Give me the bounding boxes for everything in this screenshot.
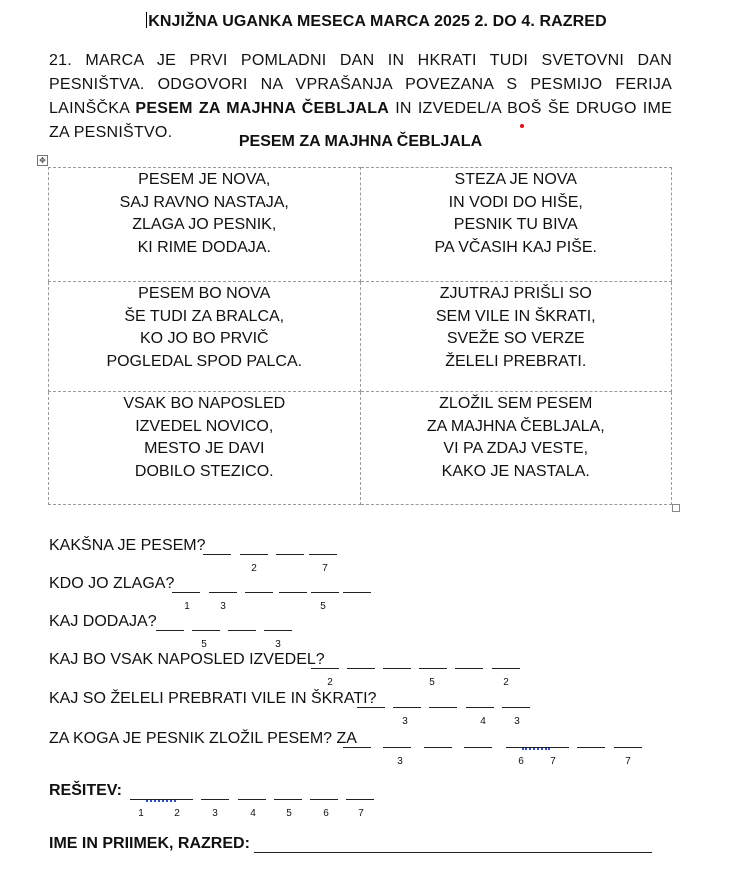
- question-text: KAJ SO ŽELELI PREBRATI VILE IN ŠKRATI?: [49, 690, 377, 707]
- answer-blank[interactable]: [464, 747, 492, 748]
- verse-line: IN VODI DO HIŠE,: [448, 193, 583, 211]
- letter-index: 2: [327, 677, 333, 688]
- answer-blank[interactable]: [192, 630, 220, 631]
- poem-title: PESEM ZA MAJHNA ČEBLJALA: [238, 133, 483, 150]
- verse-line: KAKO JE NASTALA.: [441, 462, 590, 480]
- letter-index: 7: [625, 756, 631, 767]
- verse-line: PESEM BO NOVA: [138, 285, 271, 302]
- letter-index: 3: [402, 716, 408, 727]
- solution-blank[interactable]: [310, 799, 338, 800]
- letter-index: 2: [503, 677, 509, 688]
- verse-line: ŠE TUDI ZA BRALCA,: [124, 307, 285, 325]
- intro-paragraph: [49, 49, 672, 145]
- answer-blank[interactable]: [279, 592, 307, 593]
- verse-line: ZJUTRAJ PRIŠLI SO: [439, 285, 592, 302]
- verse-line: SAJ RAVNO NASTAJA,: [119, 193, 289, 211]
- intro-text-1: 21. MARCA JE PRVI POMLADNI DAN IN HKRATI TUDI SVETOVNI DAN PESNIŠTVA. ODGOVORI NA VPRAŠANJA POVEZANA S PESMIJO FERIJA LAINŠČKA: [49, 52, 672, 117]
- answer-blank[interactable]: [492, 668, 520, 669]
- answer-blank[interactable]: [393, 707, 421, 708]
- answer-blank[interactable]: [343, 747, 371, 748]
- solution-index: 3: [212, 808, 218, 819]
- stanza-cell: [49, 392, 361, 505]
- answer-blank[interactable]: [172, 592, 200, 593]
- letter-index: 3: [514, 716, 520, 727]
- answer-blank[interactable]: [383, 668, 411, 669]
- verse-line: IZVEDEL NOVICO,: [135, 417, 274, 435]
- answer-blank[interactable]: [209, 592, 237, 593]
- letter-index: 5: [201, 639, 207, 650]
- name-label: IME IN PRIIMEK, RAZRED:: [49, 835, 250, 852]
- spellcheck-underline: [522, 745, 550, 750]
- red-marker-dot: [520, 124, 524, 128]
- spellcheck-underline: [146, 797, 176, 802]
- solution-index: 1: [138, 808, 144, 819]
- question-text: KAJ DODAJA?: [49, 613, 157, 630]
- verse-line: ZLOŽIL SEM PESEM: [439, 395, 593, 412]
- letter-index: 5: [320, 601, 326, 612]
- solution-blank[interactable]: [346, 799, 374, 800]
- question-text: KDO JO ZLAGA?: [49, 575, 175, 592]
- letter-index: 2: [251, 563, 257, 574]
- verse-line: KI RIME DODAJA.: [137, 238, 271, 256]
- letter-index: 3: [275, 639, 281, 650]
- verse-line: VI PA ZDAJ VESTE,: [443, 440, 589, 457]
- verse-line: STEZA JE NOVA: [454, 171, 577, 188]
- name-input-line[interactable]: [254, 852, 652, 853]
- letter-index: 3: [220, 601, 226, 612]
- solution-index: 2: [174, 808, 180, 819]
- letter-index: 6: [518, 756, 524, 767]
- table-move-handle-icon[interactable]: ✥: [37, 155, 48, 166]
- answer-blank[interactable]: [343, 592, 371, 593]
- verse-line: PA VČASIH KAJ PIŠE.: [434, 238, 597, 256]
- title-text: KNJIŽNA UGANKA MESECA MARCA 2025 2. DO 4. RAZRED: [148, 13, 607, 30]
- answer-blank[interactable]: [311, 592, 339, 593]
- verse-line: MESTO JE DAVI: [144, 440, 265, 457]
- answer-blank[interactable]: [577, 747, 605, 748]
- solution-label: REŠITEV:: [49, 782, 122, 799]
- answer-blank[interactable]: [419, 668, 447, 669]
- verse-line: POGLEDAL SPOD PALCA.: [106, 352, 303, 370]
- answer-blank[interactable]: [203, 554, 231, 555]
- verse-line: SEM VILE IN ŠKRATI,: [435, 307, 596, 325]
- intro-poem-title: PESEM ZA MAJHNA ČEBLJALA: [135, 100, 390, 117]
- solution-blank[interactable]: [201, 799, 229, 800]
- verse-line: ŽELELI PREBRATI.: [445, 352, 587, 370]
- answer-blank[interactable]: [347, 668, 375, 669]
- verse-line: SVEŽE SO VERZE: [446, 330, 585, 347]
- answer-blank[interactable]: [276, 554, 304, 555]
- answer-blank[interactable]: [466, 707, 494, 708]
- letter-index: 3: [397, 756, 403, 767]
- answer-blank[interactable]: [240, 554, 268, 555]
- letter-index: 4: [480, 716, 486, 727]
- question-text: KAJ BO VSAK NAPOSLED IZVEDEL?: [49, 651, 325, 668]
- stanza-cell: [49, 282, 361, 392]
- solution-blank[interactable]: [274, 799, 302, 800]
- verse-line: ZA MAJHNA ČEBLJALA,: [426, 417, 605, 435]
- answer-blank[interactable]: [245, 592, 273, 593]
- answer-blank[interactable]: [264, 630, 292, 631]
- answer-blank[interactable]: [156, 630, 184, 631]
- answer-blank[interactable]: [309, 554, 337, 555]
- stanza-cell: [360, 392, 672, 505]
- answer-blank[interactable]: [502, 707, 530, 708]
- solution-index: 6: [323, 808, 329, 819]
- answer-blank[interactable]: [311, 668, 339, 669]
- answer-blank[interactable]: [357, 707, 385, 708]
- stanza-cell: [360, 282, 672, 392]
- answer-blank[interactable]: [228, 630, 256, 631]
- verse-line: ZLAGA JO PESNIK,: [132, 216, 277, 233]
- answer-blank[interactable]: [455, 668, 483, 669]
- letter-index: 1: [184, 601, 190, 612]
- stanza-cell: [360, 168, 672, 282]
- stanza-cell: [49, 168, 361, 282]
- solution-index: 5: [286, 808, 292, 819]
- solution-index: 7: [358, 808, 364, 819]
- table-resize-handle[interactable]: [672, 504, 680, 512]
- answer-blank[interactable]: [429, 707, 457, 708]
- verse-line: PESNIK TU BIVA: [453, 216, 578, 233]
- verse-line: DOBILO STEZICO.: [134, 462, 274, 480]
- solution-blank[interactable]: [238, 799, 266, 800]
- question-text: ZA KOGA JE PESNIK ZLOŽIL PESEM? ZA: [49, 730, 357, 747]
- answer-blank[interactable]: [424, 747, 452, 748]
- answer-blank[interactable]: [383, 747, 411, 748]
- intro-text-2: IN IZVEDEL/A BOŠ ŠE DRUGO IME ZA PESNIŠTVO.: [49, 100, 672, 141]
- letter-index: 5: [429, 677, 435, 688]
- letter-index: 7: [322, 563, 328, 574]
- letter-index: 7: [550, 756, 556, 767]
- page-title: [0, 12, 753, 31]
- solution-index: 4: [250, 808, 256, 819]
- question-text: KAKŠNA JE PESEM?: [49, 537, 206, 554]
- verse-line: PESEM JE NOVA,: [138, 171, 271, 188]
- answer-blank[interactable]: [614, 747, 642, 748]
- verse-line: KO JO BO PRVIČ: [139, 330, 269, 347]
- poem-table: [48, 167, 672, 505]
- verse-line: VSAK BO NAPOSLED: [123, 395, 286, 412]
